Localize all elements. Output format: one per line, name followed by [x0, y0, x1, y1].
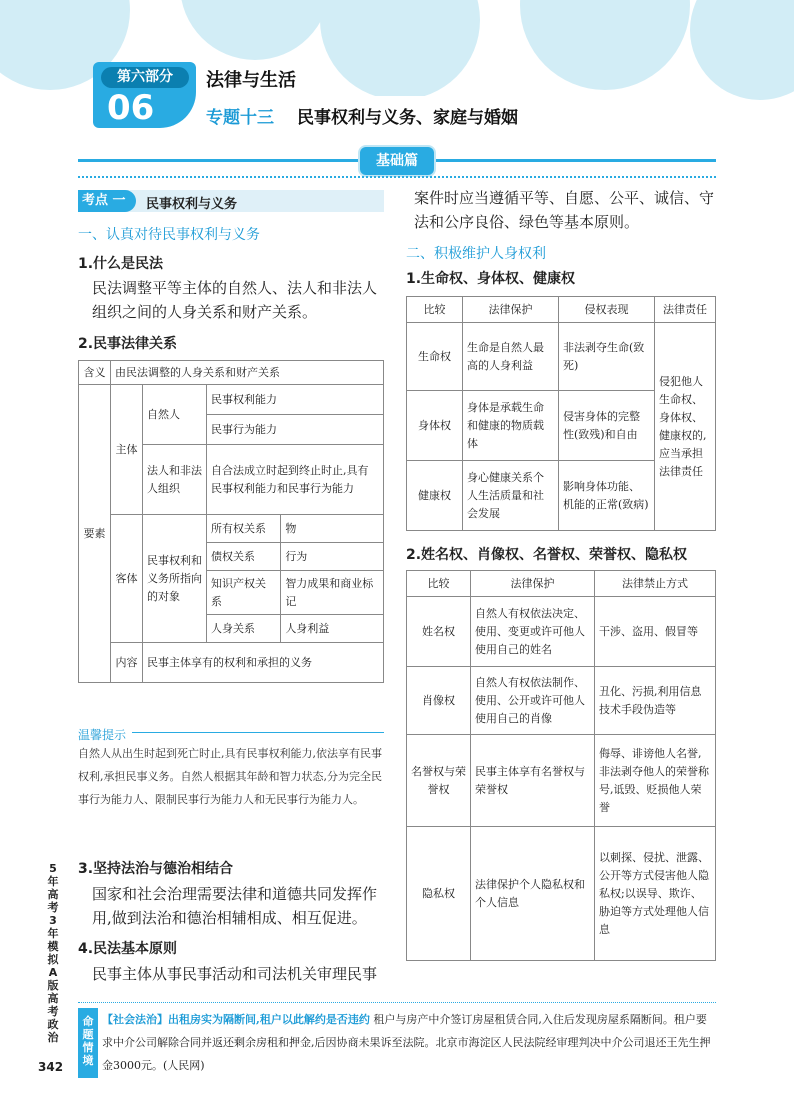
cell: 比较: [407, 571, 471, 597]
cell: 身心健康关系个人生活质量和社会发展: [463, 461, 559, 531]
footer-divider: [78, 1002, 716, 1003]
decor-circle: [320, 0, 480, 100]
section-line-left: [78, 159, 358, 162]
q2-heading: 2.民事法律关系: [78, 336, 178, 352]
cell: 法人和非法人组织: [143, 445, 207, 515]
cell: 侮辱、诽谤他人名誉,非法剥夺他人的荣誉称号,诋毁、贬损他人荣誉: [595, 735, 716, 827]
cell: 所有权关系: [207, 515, 281, 543]
cell: 自然人: [143, 385, 207, 445]
tip-box: [78, 724, 384, 806]
footer-text: [102, 1008, 714, 1077]
cell: 肖像权: [407, 667, 471, 735]
heading-two: 二、积极维护人身权利: [406, 246, 546, 262]
cell: 由民法调整的人身关系和财产关系: [111, 361, 384, 385]
cell: 法律保护: [463, 297, 559, 323]
cell: 名誉权与荣誉权: [407, 735, 471, 827]
q3-heading: 3.坚持法治与德治相结合: [78, 861, 234, 877]
cell: 生命权: [407, 323, 463, 391]
cell: 行为: [281, 543, 384, 571]
cell: 自然人有权依法制作、使用、公开或许可他人使用自己的肖像: [471, 667, 595, 735]
cell: 比较: [407, 297, 463, 323]
cell: 姓名权: [407, 597, 471, 667]
cell: 知识产权关系: [207, 571, 281, 615]
q1-heading: 1.什么是民法: [78, 256, 164, 272]
decor-circle: [520, 0, 690, 90]
kaodian-bar: [78, 190, 384, 212]
decor-circle: [180, 0, 330, 60]
footer-tag: 【社会法治】出租房实为隔断间,租户以此解约是否违约: [102, 1013, 370, 1026]
topic-label: 专题十三: [206, 108, 274, 128]
cell: 隐私权: [407, 827, 471, 961]
cell: 民事权利和义务所指向的对象: [143, 515, 207, 643]
relation-table: [78, 360, 384, 683]
cell: 人身利益: [281, 615, 384, 643]
cell: 债权关系: [207, 543, 281, 571]
cell: 侵害身体的完整性(致残)和自由: [559, 391, 655, 461]
rights-table-2: [406, 570, 716, 961]
p4b-text: 案件时应当遵循平等、自愿、公平、诚信、守法和公序良俗、绿色等基本原则。: [414, 189, 715, 231]
topic-title: 民事权利与义务、家庭与婚姻: [297, 108, 518, 128]
tip-label: 温馨提示: [78, 728, 132, 742]
cell: 自合法成立时起到终止时止,具有民事权利能力和民事行为能力: [207, 445, 384, 515]
r-q1-heading: 1.生命权、身体权、健康权: [406, 271, 576, 287]
cell: 要素: [79, 385, 111, 683]
cell: 物: [281, 515, 384, 543]
section-badge: 基础篇: [360, 147, 434, 175]
cell: 侵权表现: [559, 297, 655, 323]
cell: 客体: [111, 515, 143, 643]
cell: 法律责任: [655, 297, 716, 323]
cell: 人身关系: [207, 615, 281, 643]
cell: 丑化、污损,利用信息技术手段伪造等: [595, 667, 716, 735]
footer-body: 租户与房产中介签订房屋租赁合同,入住后发现房屋系隔断间。租户要求中介公司解除合同并返还剩余房租和押金,后因协商未果诉至法院。北京市海淀区人民法院经审理判决中介公司退还王先生押金3000元。(人民网): [102, 1013, 711, 1072]
cell: 生命是自然人最高的人身利益: [463, 323, 559, 391]
cell: 影响身体功能、机能的正常(致病): [559, 461, 655, 531]
side-series-label: 5年高考3年模拟A版高考政治: [47, 862, 59, 1044]
r-q2-heading: 2.姓名权、肖像权、名誉权、荣誉权、隐私权: [406, 547, 688, 563]
cell: 民事权利能力: [207, 385, 384, 415]
part-badge: [93, 62, 196, 128]
cell: 身体是承载生命和健康的物质载体: [463, 391, 559, 461]
p1-text: 民法调整平等主体的自然人、法人和非法人组织之间的人身关系和财产关系。: [92, 279, 378, 321]
cell: 含义: [79, 361, 111, 385]
dotted-divider: [78, 176, 716, 178]
page-number: 342: [38, 1060, 64, 1074]
cell: 自然人有权依法决定、使用、变更或许可他人使用自己的姓名: [471, 597, 595, 667]
kaodian-title: 民事权利与义务: [146, 197, 238, 212]
p3-text: 国家和社会治理需要法律和道德共同发挥作用,做到法治和德治相辅相成、相互促进。: [92, 885, 378, 927]
cell: 侵犯他人生命权、身体权、健康权的,应当承担法律责任: [655, 323, 716, 531]
section-line-right: [436, 159, 716, 162]
cell: 民事主体享有名誉权与荣誉权: [471, 735, 595, 827]
decor-circle: [690, 0, 794, 100]
cell: 非法剥夺生命(致死): [559, 323, 655, 391]
cell: 法律禁止方式: [595, 571, 716, 597]
q4-heading: 4.民法基本原则: [78, 941, 178, 957]
tip-text: 自然人从出生时起到死亡时止,具有民事权利能力,依法享有民事权利,承担民事义务。自然人根据其年龄和智力状态,分为完全民事行为能力人、限制民事行为能力人和无民事行为能力人。: [78, 747, 382, 806]
kaodian-label: 考点 一: [78, 190, 136, 212]
cell: 主体: [111, 385, 143, 515]
part-title: 法律与生活: [206, 70, 296, 91]
footer-label: 命题情境: [78, 1008, 98, 1078]
cell: 以刺探、侵扰、泄露、公开等方式侵害他人隐私权;以误导、欺诈、胁迫等方式处理他人信息: [595, 827, 716, 961]
cell: 民事主体享有的权利和承担的义务: [143, 643, 384, 683]
cell: 干涉、盗用、假冒等: [595, 597, 716, 667]
cell: 民事行为能力: [207, 415, 384, 445]
part-label: 第六部分: [101, 67, 189, 88]
cell: 健康权: [407, 461, 463, 531]
rights-table-1: [406, 296, 716, 531]
cell: 智力成果和商业标记: [281, 571, 384, 615]
p4-text: 民事主体从事民事活动和司法机关审理民事: [92, 965, 378, 983]
cell: 身体权: [407, 391, 463, 461]
part-number: 06: [107, 88, 155, 128]
heading-one: 一、认真对待民事权利与义务: [78, 227, 260, 243]
cell: 内容: [111, 643, 143, 683]
cell: 法律保护: [471, 571, 595, 597]
cell: 法律保护个人隐私权和个人信息: [471, 827, 595, 961]
